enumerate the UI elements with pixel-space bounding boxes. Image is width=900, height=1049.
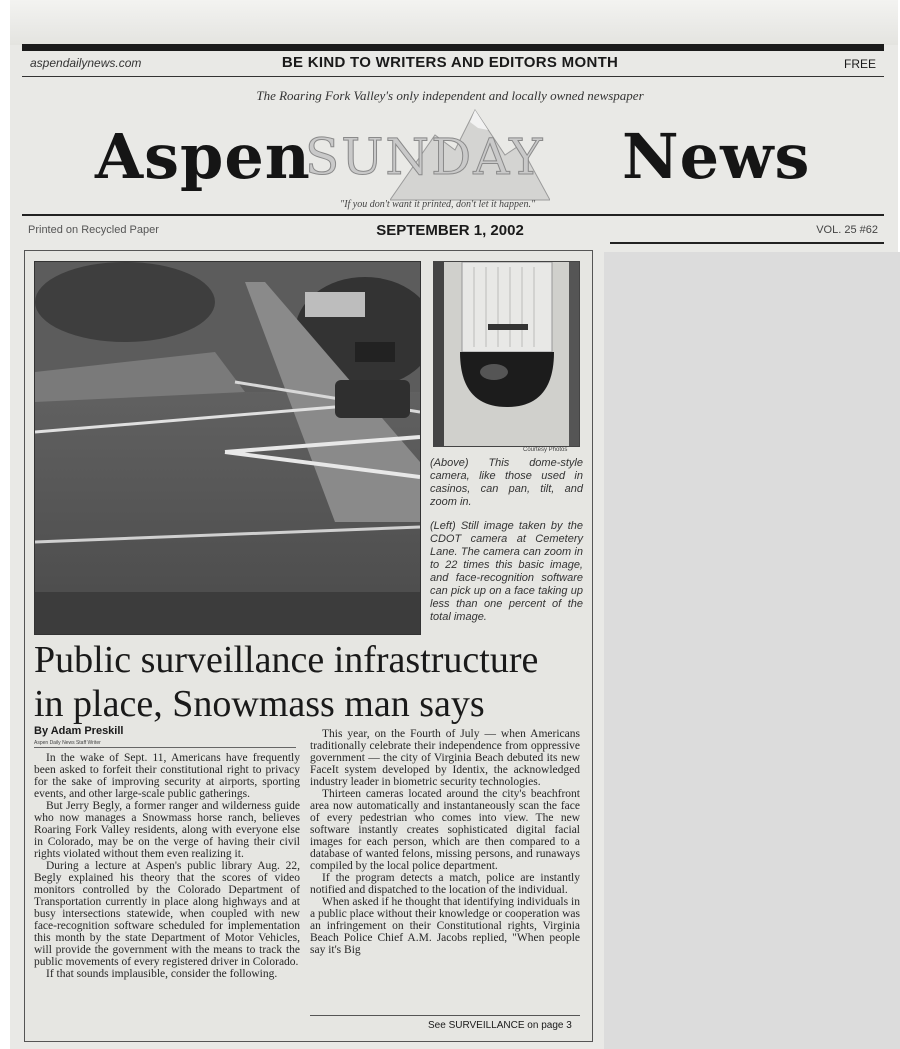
paragraph: Thirteen cameras located around the city's beachfront area now automatically and instantaneously scan the face of every pedestrian who comes into view. The new software instantly creates sophisticated digital facial images for each person, which are then compared to a database of wanted felons, missing persons, and runaways compiled by the local police department.: [310, 788, 580, 872]
paragraph: But Jerry Begly, a former ranger and wilderness guide who now manages a Snowmass horse ranch, believes Roaring Fork Valley residents, along with everyone else in Colorado, may be on the verge of having their civil rights violated without them even realizing it.: [34, 800, 300, 860]
headline-line-1: Public surveillance infrastructure: [34, 639, 539, 681]
masthead-news: News: [622, 120, 811, 193]
paragraph: This year, on the Fourth of July — when Americans traditionally celebrate their independence from oppressive government — the city of Virginia Beach debuted its new FaceIt system developed by Identix, the acknowledged industry leader in biometric security technologies.: [310, 728, 580, 788]
photo-credit: Courtesy Photos: [523, 447, 568, 453]
paragraph: If that sounds implausible, consider the following.: [46, 968, 278, 980]
byline-title: Aspen Daily News Staff Writer: [34, 740, 101, 746]
caption-left: (Left) Still image taken by the CDOT camera at Cemetery Lane. The camera can zoom in to 22 times this basic image, and face-recognition software can pick up on a face taking up less than one percent of the total image.: [430, 520, 583, 623]
byline: By Adam Preskill: [34, 725, 124, 737]
article-column-1: [34, 752, 300, 980]
jump-rule: [310, 1015, 580, 1016]
page-top-edge: [10, 0, 898, 45]
paragraph: During a lecture at Aspen's public library Aug. 22, Begly explained his theory that the scores of video monitors controlled by the Colorado Department of Transportation currently in place along highways and at busy intersections statewide, when coupled with new face-recognition software scheduled for implementation this month by the state Department of Motor Vehicles, will provide the government with the means to track the public movements of every registered driver in Colorado.: [34, 860, 300, 968]
motto: "If you don't want it printed, don't let it happen.": [340, 199, 536, 210]
caption-above: (Above) This dome-style camera, like those used in casinos, can pan, tilt, and zoom in.: [430, 457, 583, 508]
paragraph: In the wake of Sept. 11, Americans have frequently been asked to forfeit their constitutional right to privacy for the sake of improving security at airports, sporting events, and other large-scale public gatherings.: [34, 752, 300, 800]
continued-on-page: See SURVEILLANCE on page 3: [428, 1020, 572, 1031]
issue-date: SEPTEMBER 1, 2002: [376, 222, 524, 239]
site-url: aspendailynews.com: [30, 56, 142, 70]
tagline: The Roaring Fork Valley's only independent and locally owned newspaper: [256, 88, 644, 103]
masthead-aspen: Aspen: [95, 120, 311, 193]
article-column-2: [310, 728, 580, 956]
headline-line-2: in place, Snowmass man says: [34, 683, 485, 725]
byline-rule: [34, 747, 296, 748]
price-label: FREE: [843, 57, 876, 71]
masthead-sunday: SUNDAY: [305, 128, 545, 186]
paragraph: If the program detects a match, police are instantly notified and dispatched to the location of the individual.: [310, 872, 580, 896]
top-rule: [22, 44, 884, 51]
date-rule-top: [22, 214, 884, 216]
road-camera-photo: [34, 261, 421, 635]
date-rule-right: [610, 242, 884, 244]
article-headline: [34, 638, 594, 726]
recycled-note: Printed on Recycled Paper: [28, 224, 159, 236]
dome-camera-photo: [433, 261, 580, 447]
banner-headline: BE KIND TO WRITERS AND EDITORS MONTH: [281, 54, 619, 71]
blank-area: [604, 252, 900, 1049]
paragraph: When asked if he thought that identifying individuals in a public place without their knowledge or cooperation was an infringement on their Constitutional rights, Virginia Beach Police Chief A.M. Jacobs replied, "When people say it's Big: [310, 896, 580, 956]
volume-number: VOL. 25 #62: [816, 224, 878, 236]
banner-rule: [22, 76, 884, 77]
